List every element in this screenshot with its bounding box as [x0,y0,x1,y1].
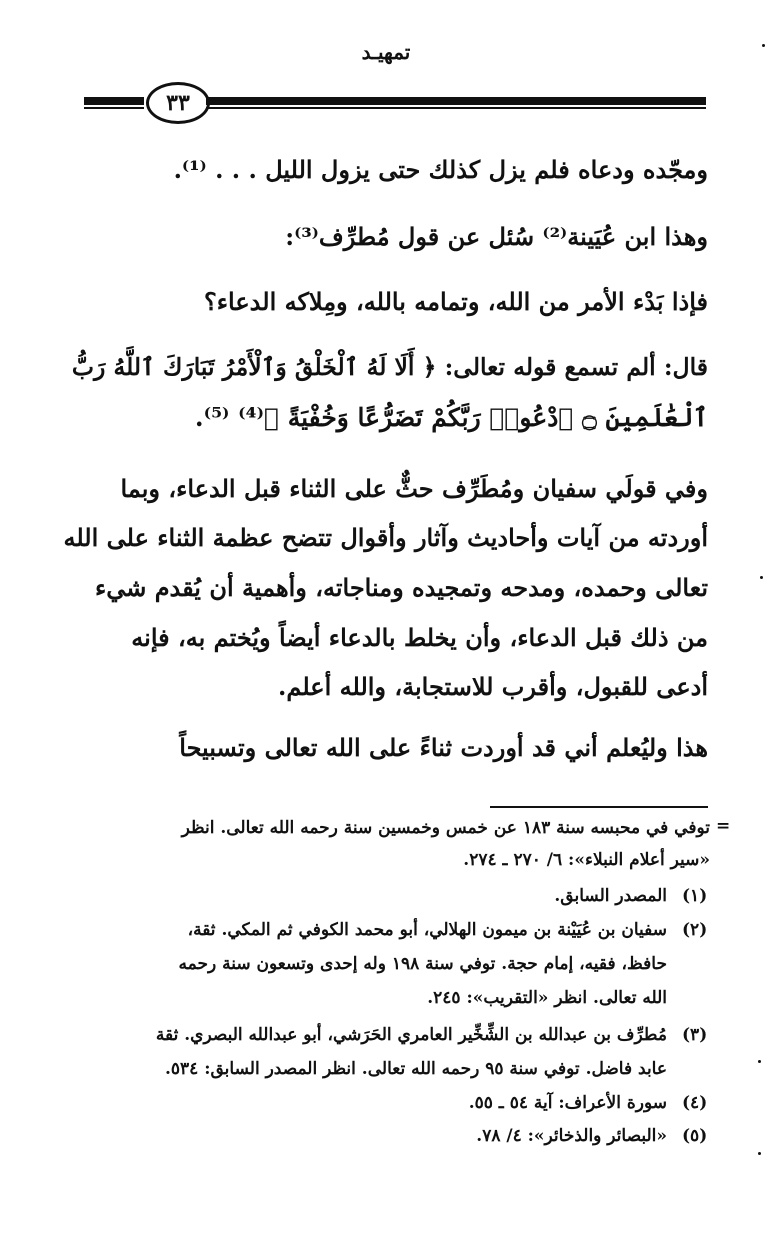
body-line: أدعى للقبول، وأقرب للاستجابة، والله أعلم. [278,672,708,701]
footnote-line: توفي في محبسه سنة ١٨٣ عن خمس وخمسين سنة رحمه الله تعالى. انظر [181,818,710,838]
body-line: ومجّده ودعاه فلم يزل كذلك حتى يزول الليل . . . ⁽¹⁾. [173,155,708,184]
body-line: هذا وليُعلم أني قد أوردت ثناءً على الله تعالى وتسبيحاً [179,733,708,762]
body-line: وفي قولَي سفيان ومُطَرِّف حثٌّ على الثناء قبل الدعاء، وبما [120,474,708,503]
scan-speck [762,44,765,47]
footnote-number: (٥) [682,1126,708,1146]
footnote-line: سفيان بن عُيَيْنة بن ميمون الهلالي، أبو محمد الكوفي ثم المكي. ثقة، [187,920,667,940]
footnote-number: (٤) [682,1093,708,1113]
body-line: فإذا بَدْء الأمر من الله، وتمامه بالله، ومِلاكه الدعاء؟ [204,287,708,316]
scan-speck [758,1152,761,1155]
footnote-line: المصدر السابق. [554,886,667,906]
header-rule-right [206,97,706,105]
footnote-separator [490,806,708,808]
footnote-line: سورة الأعراف: آية ٥٤ ـ ٥٥. [468,1093,667,1113]
header-rule-left [84,97,144,105]
footnote-line: «البصائر والذخائر»: ٤/ ٧٨. [476,1126,667,1146]
footnote-line: الله تعالى. انظر «التقريب»: ٢٤٥. [427,988,667,1008]
footnote-line: حافظ، فقيه، إمام حجة. توفي سنة ١٩٨ وله إحدى وتسعون سنة رحمه [178,954,667,974]
body-line: وهذا ابن عُيَينة⁽²⁾ سُئل عن قول مُطرِّف⁽³⁾: [285,222,708,251]
page-number: ٣٣ [146,82,210,124]
footnote-continuation-marker: = [716,816,731,836]
footnote-number: (٣) [682,1025,708,1045]
quran-verse-line: ٱلْعَٰلَمِينَ ۝ ٱدْعُوا۟ رَبَّكُمْ تَضَرُّعًا وَخُفْيَةً ﴾⁽⁴⁾ ⁽⁵⁾. [194,403,708,432]
body-line: من ذلك قبل الدعاء، وأن يخلط بالدعاء أيضاً ويُختم به، فإنه [131,623,708,652]
quran-verse-line: قال: ألم تسمع قوله تعالى: ﴿ أَلَا لَهُ ٱلْخَلْقُ وَٱلْأَمْرُ تَبَارَكَ ٱللَّهُ رَبُّ [71,353,708,381]
running-title: تمهيـد [361,40,411,64]
footnote-number: (١) [682,886,708,906]
footnote-number: (٢) [682,920,708,940]
scan-speck [758,1060,761,1063]
footnote-line: مُطرِّف بن عبدالله بن الشِّخِّير العامري الحَرَشي، أبو عبدالله البصري. ثقة [155,1025,667,1045]
footnote-line: «سير أعلام النبلاء»: ٦/ ٢٧٠ ـ ٢٧٤. [463,850,710,870]
scan-speck [760,576,763,579]
footnote-line: عابد فاضل. توفي سنة ٩٥ رحمه الله تعالى. انظر المصدر السابق: ٥٣٤. [164,1059,667,1079]
body-line: أوردته من آيات وأحاديث وآثار وأقوال تتضح عظمة الثناء على الله [63,523,708,552]
body-line: تعالى وحمده، ومدحه وتمجيده ومناجاته، وأهمية أن يُقدم شيء [94,573,708,602]
